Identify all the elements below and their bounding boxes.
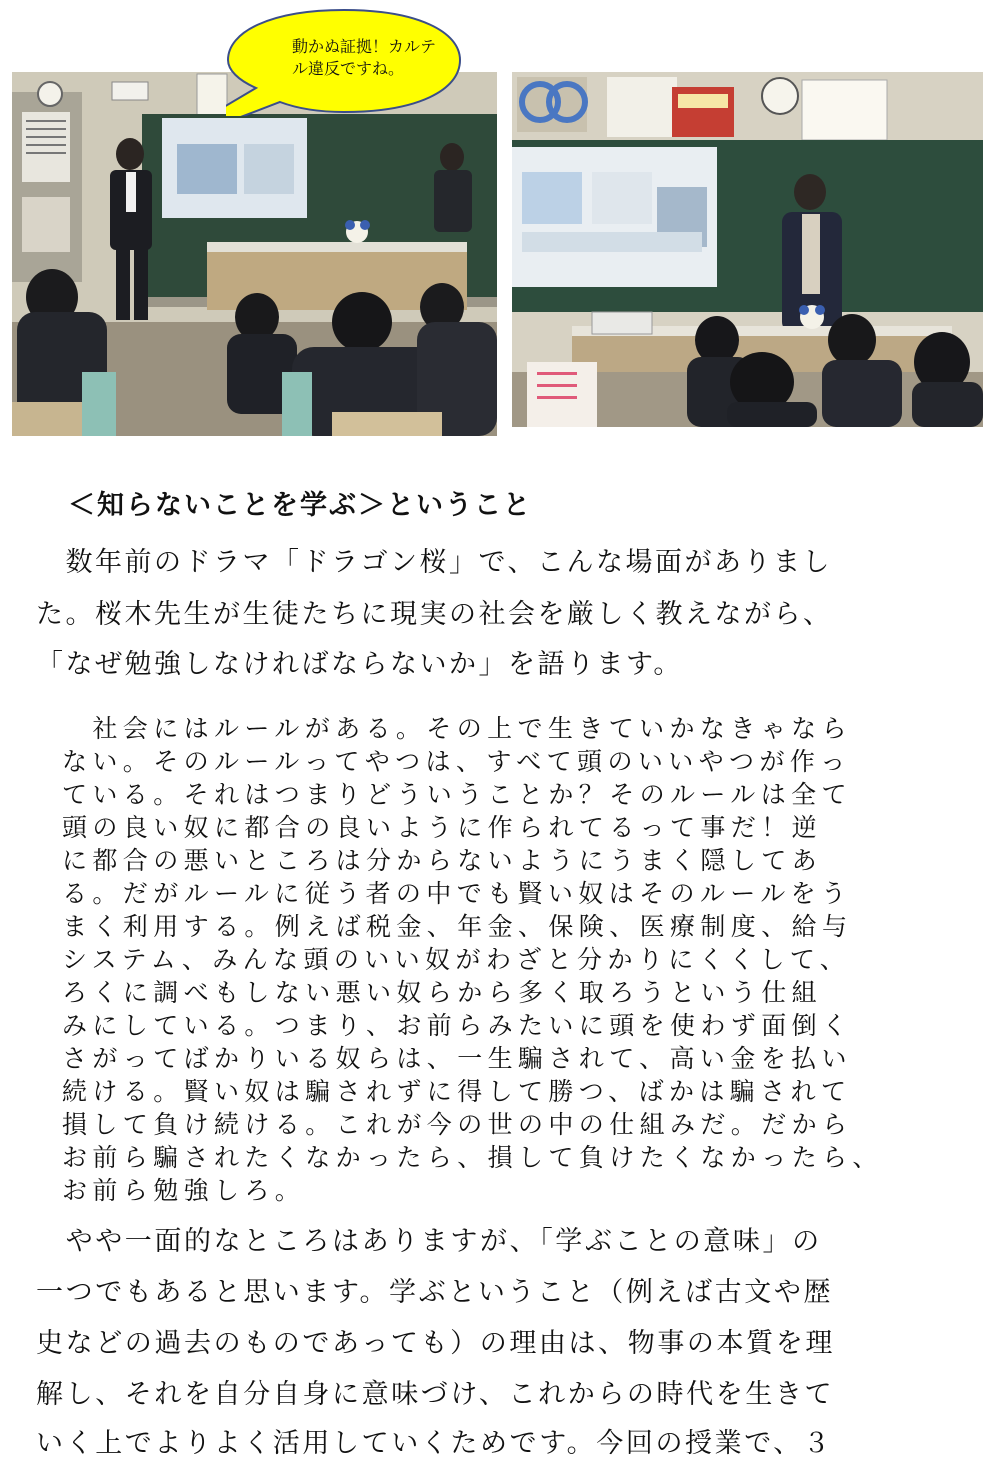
- quote-line: システム、みんな頭のいい奴がわざと分かりにくくして、: [62, 945, 851, 974]
- classroom-photo-right-illustration: [512, 72, 983, 427]
- intro-line: 数年前のドラマ「ドラゴン桜」で、こんな場面がありまし: [36, 547, 832, 578]
- intro-line: た。桜木先生が生徒たちに現実の社会を厳しく教えながら、: [36, 599, 833, 630]
- closing-line: 解し、それを自分自身に意味づけ、これからの時代を生きて: [36, 1379, 835, 1410]
- closing-line: 一つでもあると思います。学ぶということ（例えば古文や歴: [36, 1277, 834, 1308]
- quote-line: さがってばかりいる奴らは、一生騙されて、高い金を払い: [62, 1044, 852, 1073]
- quote-line: ろくに調べもしない悪い奴らから多く取ろうという仕組: [62, 978, 823, 1007]
- section-heading: ＜知らないことを学ぶ＞ということ: [68, 490, 532, 521]
- classroom-photo-left-illustration: [12, 72, 497, 436]
- quote-line: ない。そのルールってやつは、すべて頭のいいやつが作っ: [62, 747, 851, 776]
- quote-line: 損して負け続ける。これが今の世の中の仕組みだ。だから: [62, 1110, 853, 1139]
- quote-line: みにしている。つまり、お前らみたいに頭を使わず面倒く: [62, 1011, 853, 1040]
- quote-line: まく利用する。例えば税金、年金、保険、医療制度、給与: [62, 912, 853, 941]
- closing-line: 史などの過去のものであっても）の理由は、物事の本質を理: [36, 1328, 835, 1359]
- classroom-photo-right: [512, 72, 983, 427]
- quote-line: お前ら騙されたくなかったら、損して負けたくなかったら、: [62, 1143, 883, 1172]
- closing-line: いく上でよりよく活用していくためです。今回の授業で、３: [36, 1428, 833, 1459]
- quote-line: 社会にはルールがある。その上で生きていかなきゃなら: [62, 714, 852, 743]
- quote-line: る。だがルールに従う者の中でも賢い奴はそのルールをう: [62, 879, 852, 908]
- classroom-photo-left: [12, 72, 497, 436]
- quote-line: ている。それはつまりどういうことか？そのルールは全て: [62, 780, 852, 809]
- quote-line: お前ら勉強しろ。: [62, 1176, 306, 1205]
- closing-line: やや一面的なところはありますが、「学ぶことの意味」の: [36, 1226, 822, 1257]
- speech-bubble-text: 動かぬ証拠！カルテル違反ですね。: [292, 37, 437, 78]
- quote-line: に都合の悪いところは分からないようにうまく隠してあ: [62, 846, 823, 875]
- quote-line: 続ける。賢い奴は騙されずに得して勝つ、ばかは騙されて: [62, 1077, 852, 1106]
- quote-line: 頭の良い奴に都合の良いように作られてるって事だ！逆: [62, 813, 823, 842]
- intro-line: 「なぜ勉強しなければならないか」を語ります。: [36, 649, 683, 680]
